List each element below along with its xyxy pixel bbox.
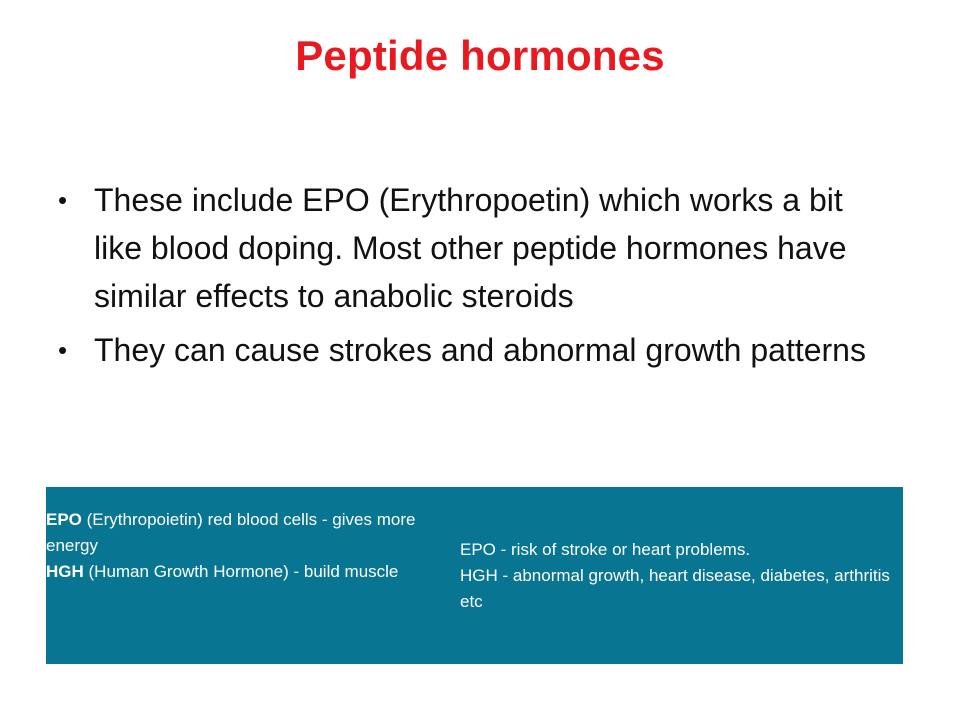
- info-line-hgh: [46, 559, 444, 585]
- term-hgh: HGH: [46, 562, 84, 581]
- info-box-right-column: [460, 537, 890, 615]
- term-epo: EPO: [46, 510, 82, 529]
- bullet-text: These include EPO (Erythropoetin) which works a bit like blood doping. Most other peptide hormones have similar effects to anabolic steroids: [94, 182, 847, 314]
- definition-epo: (Erythropoietin) red blood cells - gives more energy: [46, 510, 416, 555]
- slide-title: Peptide hormones: [295, 32, 665, 79]
- bullet-icon: •: [58, 335, 68, 365]
- info-line-epo: [46, 507, 444, 559]
- info-box: [46, 487, 903, 664]
- bullet-icon: •: [58, 185, 68, 215]
- risk-line-epo: EPO - risk of stroke or heart problems.: [460, 540, 751, 559]
- risk-line-hgh: HGH - abnormal growth, heart disease, diabetes, arthritis etc: [460, 566, 890, 611]
- bullet-list: [54, 176, 884, 380]
- bullet-text: They can cause strokes and abnormal growth patterns: [94, 332, 866, 368]
- definition-hgh: (Human Growth Hormone) - build muscle: [83, 562, 399, 581]
- info-box-left-column: [46, 507, 444, 585]
- bullet-item: [54, 326, 884, 374]
- bullet-item: [54, 176, 884, 320]
